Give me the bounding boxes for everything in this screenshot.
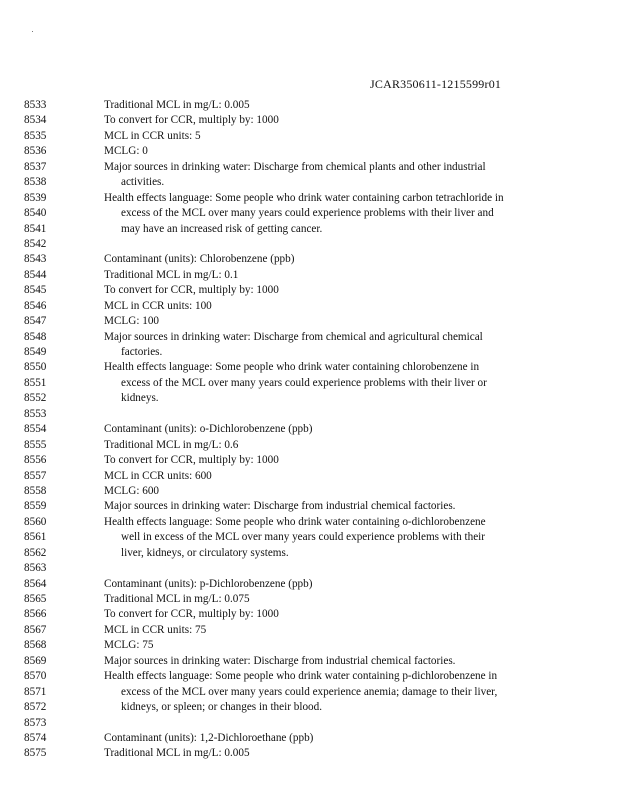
line-text: MCLG: 0 xyxy=(104,145,148,158)
line-text: kidneys. xyxy=(121,392,159,405)
line-number: 8558 xyxy=(24,484,47,497)
line-number: 8566 xyxy=(24,608,47,621)
line-number: 8547 xyxy=(24,315,47,328)
numbered-line xyxy=(0,268,619,283)
line-number: 8546 xyxy=(24,299,47,312)
line-number: 8565 xyxy=(24,593,47,605)
line-text: MCL in CCR units: 75 xyxy=(104,623,207,636)
line-number: 8543 xyxy=(24,253,47,266)
line-number: 8564 xyxy=(24,577,47,590)
line-text: excess of the MCL over many years could experience problems with their liver and xyxy=(121,207,494,220)
numbered-line xyxy=(0,484,619,499)
line-text: To convert for CCR, multiply by: 1000 xyxy=(104,454,279,467)
numbered-line xyxy=(0,206,619,221)
line-text: Traditional MCL in mg/L: 0.005 xyxy=(104,747,250,760)
line-number: 8541 xyxy=(24,222,47,235)
numbered-line xyxy=(0,453,619,468)
line-number: 8536 xyxy=(24,145,47,158)
numbered-line xyxy=(0,160,619,175)
line-number: 8567 xyxy=(24,623,47,636)
numbered-line xyxy=(0,330,619,345)
numbered-line xyxy=(0,407,619,422)
line-number: 8535 xyxy=(24,129,47,142)
line-number: 8556 xyxy=(24,454,47,467)
numbered-line xyxy=(0,530,619,545)
numbered-line xyxy=(0,499,619,514)
line-text: To convert for CCR, multiply by: 1000 xyxy=(104,608,279,621)
line-text: MCL in CCR units: 100 xyxy=(104,299,212,312)
line-number: 8570 xyxy=(24,670,47,683)
numbered-line xyxy=(0,561,619,576)
numbered-line xyxy=(0,129,619,144)
numbered-line xyxy=(0,700,619,715)
line-text: kidneys, or spleen; or changes in their blood. xyxy=(121,701,323,714)
line-number: 8533 xyxy=(24,99,47,111)
document-id: JCAR350611-1215599r01 xyxy=(370,77,502,91)
numbered-line xyxy=(0,577,619,592)
numbered-line xyxy=(0,592,619,607)
line-text: excess of the MCL over many years could experience problems with their liver or xyxy=(121,376,487,389)
numbered-line xyxy=(0,607,619,622)
numbered-line xyxy=(0,360,619,375)
line-text: To convert for CCR, multiply by: 1000 xyxy=(104,114,279,127)
numbered-line xyxy=(0,623,619,638)
line-number: 8573 xyxy=(24,716,47,729)
line-number: 8563 xyxy=(24,562,47,575)
line-number: 8537 xyxy=(24,160,47,173)
line-text: To convert for CCR, multiply by: 1000 xyxy=(104,284,279,297)
line-number: 8562 xyxy=(24,546,47,559)
numbered-line xyxy=(0,113,619,128)
line-text: Contaminant (units): o-Dichlorobenzene (ppb) xyxy=(104,423,313,436)
line-number: 8571 xyxy=(24,685,47,698)
numbered-line xyxy=(0,669,619,684)
numbered-line xyxy=(0,252,619,267)
line-text: Major sources in drinking water: Discharge from industrial chemical factories. xyxy=(104,654,456,667)
line-number: 8568 xyxy=(24,639,47,652)
line-text: Traditional MCL in mg/L: 0.005 xyxy=(104,99,250,111)
line-text: Health effects language: Some people who drink water containing chlorobenzene in xyxy=(104,361,480,374)
line-text: Traditional MCL in mg/L: 0.1 xyxy=(104,268,239,281)
line-text: MCL in CCR units: 5 xyxy=(104,129,201,142)
numbered-line xyxy=(0,422,619,437)
line-number: 8545 xyxy=(24,284,47,297)
line-number: 8574 xyxy=(24,731,47,744)
line-number: 8553 xyxy=(24,407,47,420)
line-text: liver, kidneys, or circulatory systems. xyxy=(121,546,289,559)
line-text: MCLG: 100 xyxy=(104,315,160,328)
line-text: excess of the MCL over many years could experience anemia; damage to their liver, xyxy=(121,685,498,698)
line-text: Major sources in drinking water: Discharge from chemical plants and other industrial xyxy=(104,160,486,173)
line-number: 8555 xyxy=(24,438,47,451)
line-text: Major sources in drinking water: Discharge from chemical and agricultural chemical xyxy=(104,330,483,343)
numbered-line xyxy=(0,654,619,669)
line-number: 8559 xyxy=(24,500,47,513)
line-text: Contaminant (units): 1,2-Dichloroethane (ppb) xyxy=(104,731,314,744)
line-number: 8554 xyxy=(24,423,47,436)
numbered-line xyxy=(0,685,619,700)
line-number: 8538 xyxy=(24,176,47,189)
line-number: 8539 xyxy=(24,191,47,204)
line-text: Health effects language: Some people who drink water containing o-dichlorobenzene xyxy=(104,515,486,528)
numbered-line xyxy=(0,222,619,237)
numbered-line xyxy=(0,638,619,653)
numbered-line xyxy=(0,299,619,314)
numbered-line xyxy=(0,314,619,329)
line-text: Traditional MCL in mg/L: 0.075 xyxy=(104,593,250,605)
line-number: 8561 xyxy=(24,531,47,544)
line-text: Health effects language: Some people who drink water containing carbon tetrachloride in xyxy=(104,191,504,204)
scan-speck xyxy=(32,31,33,32)
numbered-line xyxy=(0,191,619,206)
numbered-line xyxy=(0,283,619,298)
numbered-line xyxy=(0,469,619,484)
line-text: MCLG: 600 xyxy=(104,484,160,497)
numbered-line xyxy=(0,144,619,159)
document-body xyxy=(0,98,619,762)
line-number: 8557 xyxy=(24,469,47,482)
numbered-line xyxy=(0,438,619,453)
line-text: Health effects language: Some people who drink water containing p-dichlorobenzene in xyxy=(104,670,498,683)
numbered-line xyxy=(0,716,619,731)
numbered-line xyxy=(0,546,619,561)
numbered-line xyxy=(0,731,619,746)
numbered-line xyxy=(0,376,619,391)
line-number: 8540 xyxy=(24,207,47,220)
numbered-line xyxy=(0,515,619,530)
line-text: factories. xyxy=(121,346,163,358)
line-text: activities. xyxy=(121,176,165,189)
line-text: may have an increased risk of getting cancer. xyxy=(121,222,323,235)
numbered-line xyxy=(0,391,619,406)
line-number: 8542 xyxy=(24,237,47,250)
line-text: Traditional MCL in mg/L: 0.6 xyxy=(104,438,239,451)
line-number: 8552 xyxy=(24,392,47,405)
line-number: 8549 xyxy=(24,346,47,358)
line-number: 8560 xyxy=(24,515,47,528)
line-text: Contaminant (units): p-Dichlorobenzene (ppb) xyxy=(104,577,313,590)
numbered-line xyxy=(0,98,619,113)
line-text: Contaminant (units): Chlorobenzene (ppb) xyxy=(104,253,295,266)
line-text: MCL in CCR units: 600 xyxy=(104,469,212,482)
line-text: Major sources in drinking water: Discharge from industrial chemical factories. xyxy=(104,500,456,513)
line-number: 8548 xyxy=(24,330,47,343)
numbered-line xyxy=(0,746,619,761)
numbered-line xyxy=(0,345,619,360)
line-number: 8572 xyxy=(24,701,47,714)
line-number: 8544 xyxy=(24,268,47,281)
numbered-line xyxy=(0,175,619,190)
line-number: 8551 xyxy=(24,376,47,389)
numbered-line xyxy=(0,237,619,252)
line-number: 8575 xyxy=(24,747,47,760)
line-number: 8534 xyxy=(24,114,47,127)
line-number: 8550 xyxy=(24,361,47,374)
line-number: 8569 xyxy=(24,654,47,667)
line-text: well in excess of the MCL over many years could experience problems with their xyxy=(121,531,485,544)
line-text: MCLG: 75 xyxy=(104,639,154,652)
